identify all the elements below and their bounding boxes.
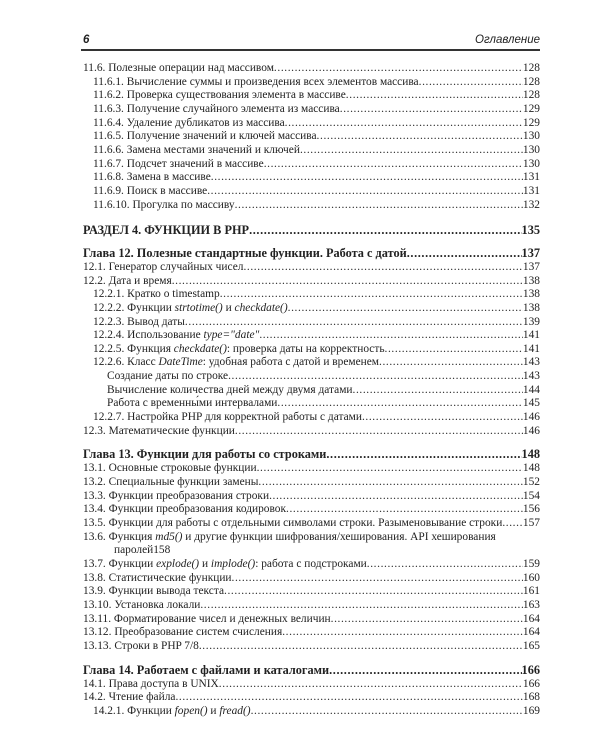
toc-entry[interactable] xyxy=(81,76,540,90)
toc-entry[interactable] xyxy=(81,397,540,411)
entry-title xyxy=(93,199,235,213)
entry-title xyxy=(83,447,326,462)
dot-leader xyxy=(220,288,523,302)
page-ref: 146 xyxy=(522,411,540,424)
entry-title xyxy=(107,370,228,384)
entry-title xyxy=(93,316,185,330)
entry-title xyxy=(83,558,367,572)
function-name: strtotime() xyxy=(174,301,223,314)
entry-title xyxy=(83,490,269,504)
running-title: Оглавление xyxy=(475,34,540,46)
toc-entry[interactable] xyxy=(81,158,540,172)
entry-title xyxy=(93,288,220,302)
title-text: 11.6.6. Замена местами значений и ключей xyxy=(93,143,300,156)
title-text: 13.9. Функции вывода текста xyxy=(83,585,224,598)
dot-leader xyxy=(211,171,523,185)
table-of-contents xyxy=(81,62,540,719)
entry-title xyxy=(93,158,264,172)
title-text: 13.1. Основные строковые функции xyxy=(83,462,257,475)
page-ref: 156 xyxy=(522,503,540,516)
dot-leader xyxy=(286,503,523,517)
toc-entry[interactable] xyxy=(81,613,540,627)
title-text: 12.2.3. Вывод даты xyxy=(93,315,185,328)
function-name: explode() xyxy=(156,558,200,570)
dot-leader xyxy=(285,117,523,131)
dot-leader xyxy=(367,558,523,572)
toc-entry[interactable] xyxy=(81,503,540,517)
dot-leader xyxy=(277,397,523,411)
chapter-heading[interactable] xyxy=(81,246,540,261)
entry-title xyxy=(83,224,249,238)
page-ref: 128 xyxy=(522,62,540,74)
toc-entry[interactable] xyxy=(81,117,540,131)
dot-leader xyxy=(326,447,521,462)
title-text: и xyxy=(199,558,211,570)
page-ref: 164 xyxy=(522,626,540,639)
entry-title xyxy=(93,103,340,117)
toc-entry[interactable] xyxy=(81,171,540,185)
entry-title xyxy=(93,302,288,316)
entry-title xyxy=(83,62,274,76)
page-ref: 132 xyxy=(522,198,540,211)
toc-entry[interactable] xyxy=(81,517,540,531)
entry-title xyxy=(83,663,329,678)
dot-leader xyxy=(419,76,523,90)
toc-entry[interactable] xyxy=(81,585,540,599)
entry-title xyxy=(93,705,251,719)
page-ref: 138 xyxy=(522,301,540,314)
toc-entry[interactable] xyxy=(81,316,540,330)
toc-entry[interactable] xyxy=(81,572,540,586)
title-text: паролей xyxy=(114,544,154,557)
entry-title xyxy=(93,130,317,144)
entry-title xyxy=(83,585,224,599)
title-text: 11.6.4. Удаление дубликатов из массива xyxy=(93,116,285,129)
toc-entry[interactable] xyxy=(81,599,540,613)
part-heading[interactable] xyxy=(81,224,540,238)
title-text: Создание даты по строке xyxy=(107,370,229,383)
dot-leader xyxy=(243,261,522,275)
entry-title xyxy=(93,171,211,185)
page-ref: 141 xyxy=(522,342,540,355)
page-ref: 128 xyxy=(522,89,540,102)
title-text: 13.4. Функции преобразования кодировок xyxy=(83,503,287,516)
toc-entry[interactable] xyxy=(81,329,540,343)
entry-title xyxy=(83,531,496,543)
title-text: 13.3. Функции преобразования строки xyxy=(83,489,270,502)
entry-title xyxy=(93,411,362,425)
page-ref: 148 xyxy=(522,462,540,475)
dot-leader xyxy=(172,275,523,289)
title-text: Вычисление количества дней между двумя датами xyxy=(107,383,353,396)
toc-entry[interactable] xyxy=(81,288,540,302)
toc-entry[interactable] xyxy=(81,185,540,199)
title-text: и другие функции шифрования/хеширования. API хеширования xyxy=(182,530,496,543)
title-text: и xyxy=(222,301,235,314)
entry-title xyxy=(93,329,259,343)
toc-entry[interactable] xyxy=(81,261,540,275)
title-text: 14.2. Чтение файла xyxy=(83,691,176,704)
title-text: Глава 14. Работаем с файлами и каталогами xyxy=(83,662,330,677)
page-ref: 160 xyxy=(522,571,540,584)
dot-leader xyxy=(219,678,523,692)
page-ref: 131 xyxy=(522,184,540,197)
page-ref: 159 xyxy=(522,558,540,570)
toc-entry[interactable] xyxy=(81,144,540,158)
function-name: type="date" xyxy=(203,329,260,342)
page-ref: 154 xyxy=(522,489,540,502)
title-text: 14.2.1. Функции xyxy=(93,704,175,717)
title-text: 13.7. Функции xyxy=(83,558,157,570)
page-ref: 137 xyxy=(522,260,540,273)
entry-title xyxy=(93,144,300,158)
dot-leader xyxy=(274,62,523,76)
page-ref: 137 xyxy=(521,245,540,260)
dot-leader xyxy=(259,329,523,343)
entry-title xyxy=(83,613,331,627)
title-text: 12.1. Генератор случайных чисел xyxy=(83,260,244,273)
page-ref: 148 xyxy=(521,447,540,462)
title-text: 11.6.3. Получение случайного элемента из массива xyxy=(93,102,340,115)
title-text: 14.1. Права доступа в UNIX xyxy=(83,677,219,690)
toc-entry[interactable] xyxy=(81,626,540,640)
toc-entry[interactable] xyxy=(81,462,540,476)
dot-leader xyxy=(249,224,521,238)
page-ref: 130 xyxy=(522,157,540,170)
page-ref: 166 xyxy=(522,677,540,690)
page-ref: 138 xyxy=(522,274,540,287)
dot-leader xyxy=(407,246,522,261)
dot-leader xyxy=(257,462,523,476)
entry-title xyxy=(83,572,232,586)
dot-leader xyxy=(200,599,523,613)
page-ref: 166 xyxy=(521,662,540,677)
dot-leader xyxy=(362,411,523,425)
page-ref: 146 xyxy=(522,424,540,437)
entry-title xyxy=(83,517,502,531)
toc-entry[interactable] xyxy=(81,130,540,144)
title-text: 11.6.5. Получение значений и ключей массива xyxy=(93,130,317,143)
title-text: Глава 12. Полезные стандартные функции. Работа с датой xyxy=(83,245,407,260)
dot-leader xyxy=(329,663,521,678)
dot-leader xyxy=(346,89,523,103)
function-name: DateTime xyxy=(158,356,203,369)
toc-entry[interactable] xyxy=(81,476,540,490)
title-text: 13.5. Функции для работы с отдельными символами строки. Разыменовывание строки xyxy=(83,517,503,530)
function-name: fread() xyxy=(219,704,251,717)
title-text: 13.6. Функция xyxy=(83,530,156,543)
toc-entry[interactable] xyxy=(81,343,540,357)
toc-entry[interactable] xyxy=(81,678,540,692)
dot-leader xyxy=(251,705,523,719)
chapter-heading[interactable] xyxy=(81,447,540,462)
dot-leader xyxy=(199,640,523,654)
toc-entry[interactable] xyxy=(81,705,540,719)
entry-title xyxy=(93,89,346,103)
entry-title xyxy=(107,384,353,398)
title-text: 12.2.1. Кратко о timestamp xyxy=(93,288,220,301)
title-text: 13.12. Преобразование систем счисления xyxy=(83,626,283,639)
toc-entry[interactable] xyxy=(81,640,540,654)
dot-leader xyxy=(207,185,523,199)
toc-entry[interactable] xyxy=(81,558,540,572)
title-text: РАЗДЕЛ 4. ФУНКЦИИ В PHP xyxy=(83,223,250,238)
title-text: 11.6.8. Замена в массиве xyxy=(93,171,211,184)
page-ref: 130 xyxy=(522,130,540,143)
title-text: : работа с подстроками xyxy=(255,558,367,570)
entry-title xyxy=(83,476,258,490)
toc-entry[interactable] xyxy=(81,384,540,398)
toc-entry[interactable] xyxy=(81,370,540,384)
page-ref: 128 xyxy=(522,75,540,88)
title-text: 11.6.7. Подсчет значений в массиве xyxy=(93,157,264,170)
dot-leader xyxy=(331,613,523,627)
page-ref: 129 xyxy=(522,102,540,115)
page-ref: 161 xyxy=(522,585,540,598)
title-text: 11.6. Полезные операции над массивом xyxy=(83,62,274,74)
page-ref: 129 xyxy=(522,116,540,129)
toc-entry[interactable] xyxy=(81,103,540,117)
dot-leader xyxy=(185,316,523,330)
toc-entry[interactable] xyxy=(81,356,540,370)
dot-leader xyxy=(317,130,523,144)
dot-leader xyxy=(379,356,523,370)
entry-title xyxy=(93,117,285,131)
dot-leader xyxy=(228,370,523,384)
page-header xyxy=(81,34,540,51)
page-ref: 143 xyxy=(522,370,540,383)
entry-title xyxy=(93,356,379,370)
title-text: 11.6.10. Прогулка по массиву xyxy=(93,198,235,211)
toc-entry[interactable] xyxy=(81,302,540,316)
toc-entry[interactable] xyxy=(81,62,540,76)
dot-leader xyxy=(300,144,523,158)
title-text: 13.13. Строки в PHP 7/8 xyxy=(83,639,199,652)
title-text: 12.2.7. Настройка PHP для корректной работы с датами xyxy=(93,411,362,424)
title-text: : проверка даты на корректность xyxy=(226,342,385,355)
title-text: 12.3. Математические функции xyxy=(83,424,235,437)
page-ref: 135 xyxy=(521,223,540,238)
title-text: 12.2.5. Функция xyxy=(93,342,174,355)
toc-entry[interactable] xyxy=(81,691,540,705)
entry-title xyxy=(83,599,200,613)
dot-leader xyxy=(282,626,523,640)
entry-title xyxy=(83,275,172,289)
dot-leader xyxy=(224,585,523,599)
title-text: 13.8. Статистические функции xyxy=(83,571,232,584)
page-number: 6 xyxy=(83,34,90,46)
entry-title xyxy=(83,246,407,261)
title-text: Глава 13. Функции для работы со строками xyxy=(83,447,327,462)
page-ref: 158 xyxy=(153,544,171,557)
title-text: 13.2. Специальные функции замены xyxy=(83,476,259,489)
dot-leader xyxy=(385,343,523,357)
page-ref: 138 xyxy=(522,288,540,301)
toc-entry[interactable] xyxy=(81,275,540,289)
page-ref: 139 xyxy=(522,315,540,328)
function-name: checkdate() xyxy=(173,342,227,355)
toc-entry[interactable] xyxy=(81,89,540,103)
title-text: : удобная работа с датой и временем xyxy=(202,356,380,369)
toc-entry[interactable] xyxy=(81,425,540,439)
title-text: 12.2.2. Функции xyxy=(93,301,175,314)
page-ref: 152 xyxy=(522,476,540,489)
title-text: 13.10. Установка локали xyxy=(83,598,201,611)
dot-leader xyxy=(258,476,523,490)
toc-entry[interactable] xyxy=(81,490,540,504)
page-ref: 165 xyxy=(522,639,540,652)
page-ref: 168 xyxy=(522,691,540,704)
dot-leader xyxy=(235,199,523,213)
page-ref: 141 xyxy=(522,329,540,342)
entry-title xyxy=(93,76,419,90)
page-ref: 169 xyxy=(522,704,540,717)
entry-title xyxy=(83,691,175,705)
page-ref: 143 xyxy=(522,356,540,369)
page-ref: 157 xyxy=(522,517,540,530)
page-ref: 145 xyxy=(522,397,540,410)
title-text: 13.11. Форматирование чисел и денежных величин xyxy=(83,612,331,625)
toc-entry[interactable] xyxy=(81,199,540,213)
entry-title xyxy=(83,678,219,692)
entry-title xyxy=(93,343,385,357)
chapter-heading[interactable] xyxy=(81,663,540,678)
dot-leader xyxy=(175,691,522,705)
dot-leader xyxy=(269,490,523,504)
page-ref: 131 xyxy=(522,171,540,184)
function-name: checkdate() xyxy=(234,301,288,314)
dot-leader xyxy=(353,384,523,398)
title-text: и xyxy=(207,704,220,717)
dot-leader xyxy=(340,103,523,117)
title-text: 11.6.9. Поиск в массиве xyxy=(93,184,208,197)
dot-leader xyxy=(288,302,523,316)
title-text: 11.6.2. Проверка существования элемента в массиве xyxy=(93,89,346,102)
entry-title xyxy=(83,640,199,654)
dot-leader xyxy=(264,158,523,172)
entry-title xyxy=(83,503,286,517)
function-name: fopen() xyxy=(174,704,208,717)
title-text: 12.2. Дата и время xyxy=(83,274,172,287)
title-text: 12.2.6. Класс xyxy=(93,356,159,369)
function-name: md5() xyxy=(155,530,183,543)
function-name: implode() xyxy=(210,558,256,570)
entry-continuation xyxy=(83,544,540,558)
toc-entry[interactable] xyxy=(81,531,540,558)
entry-title xyxy=(83,261,243,275)
page-ref: 130 xyxy=(522,143,540,156)
page-ref: 164 xyxy=(522,612,540,625)
entry-title xyxy=(83,425,235,439)
toc-entry[interactable] xyxy=(81,411,540,425)
dot-leader xyxy=(502,517,523,531)
page-ref: 144 xyxy=(522,383,540,396)
dot-leader xyxy=(235,425,523,439)
page-ref: 163 xyxy=(522,598,540,611)
title-text: Работа с временны́ми интервалами xyxy=(107,397,278,410)
title-text: 11.6.1. Вычисление суммы и произведения всех элементов массива xyxy=(93,75,419,88)
entry-title xyxy=(93,185,207,199)
title-text: 12.2.4. Использование xyxy=(93,329,204,342)
entry-title xyxy=(83,462,257,476)
dot-leader xyxy=(232,572,523,586)
entry-title xyxy=(83,626,282,640)
entry-title xyxy=(107,397,277,411)
